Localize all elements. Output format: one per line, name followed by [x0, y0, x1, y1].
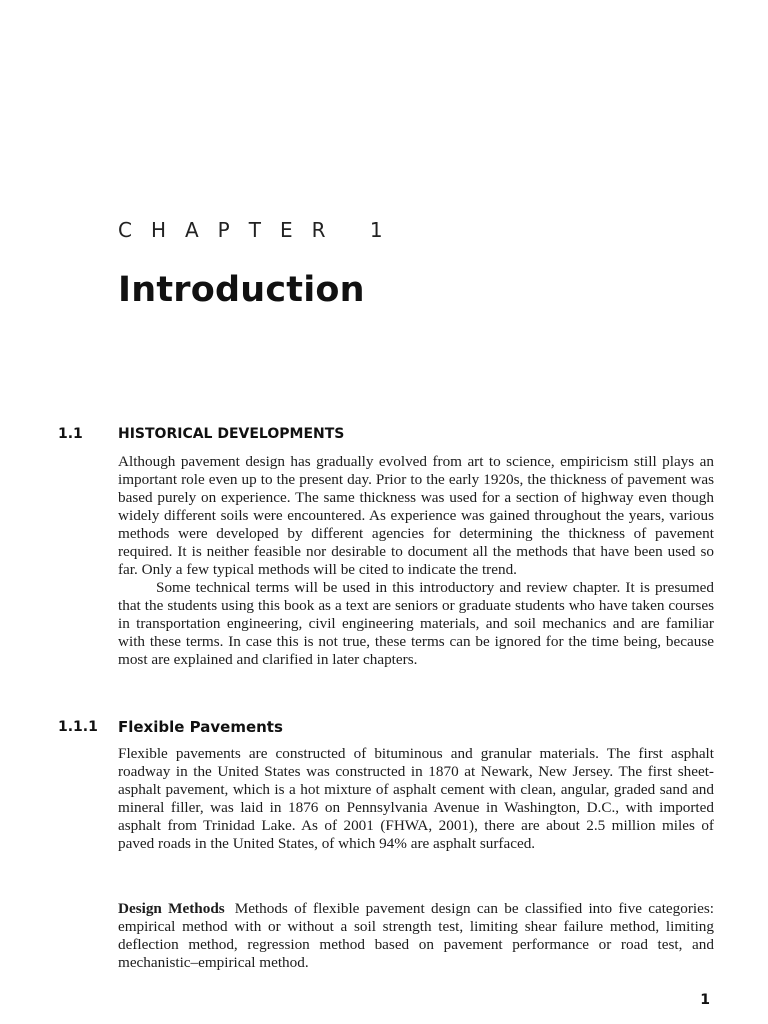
subsection-body — [118, 745, 714, 853]
paragraph: Although pavement design has gradually evolved from art to science, empiricism still plays an important role even up to the present day. Prior to the early 1920s, the thickness of pavement was based purely on experience. The same thickness was used for a section of highway even though widely different soils were encountered. As experience was gained throughout the years, various methods were developed by different agencies for determining the thickness of pavement required. It is neither feasible nor desirable to document all the methods that have been used so far. Only a few typical methods will be cited to indicate the trend. — [118, 453, 714, 578]
paragraph — [118, 900, 714, 972]
paragraph: Some technical terms will be used in this introductory and review chapter. It is presumed that the students using this book as a text are seniors or graduate students who have taken courses in transportation engineering, civil engineering materials, and soil mechanics and are familiar with these terms. In case this is not true, these terms can be ignored for the time being, because most are explained and clarified in later chapters. — [118, 579, 714, 668]
section-body — [118, 453, 714, 669]
chapter-title: Introduction — [118, 270, 365, 310]
paragraph-text: Methods of flexible pavement design can be classified into five categories: empirical method with or without a soil strength test, limiting shear failure method, limiting deflection method, regression method based on pavement performance or road test, and mechanistic–empirical method. — [118, 900, 714, 971]
run-in-heading: Design Methods — [118, 900, 225, 917]
paragraph: Flexible pavements are constructed of bituminous and granular materials. The first asphalt roadway in the United States was constructed in 1870 at Newark, New Jersey. The first sheet-asphalt pavement, which is a hot mixture of asphalt cement with clean, angular, graded sand and mineral filler, was laid in 1876 on Pennsylvania Avenue in Washington, D.C., with imported asphalt from Trinidad Lake. As of 2001 (FHWA, 2001), there are about 2.5 million miles of paved roads in the United States, of which 94% are asphalt surfaced. — [118, 745, 714, 852]
chapter-label: CHAPTER 1 — [118, 218, 402, 242]
design-methods-block — [118, 900, 714, 972]
subsection-heading: Flexible Pavements — [118, 718, 283, 736]
section-heading: HISTORICAL DEVELOPMENTS — [118, 426, 345, 442]
section-number: 1.1 — [58, 426, 83, 442]
subsection-number: 1.1.1 — [58, 719, 98, 735]
page-number: 1 — [700, 992, 710, 1008]
